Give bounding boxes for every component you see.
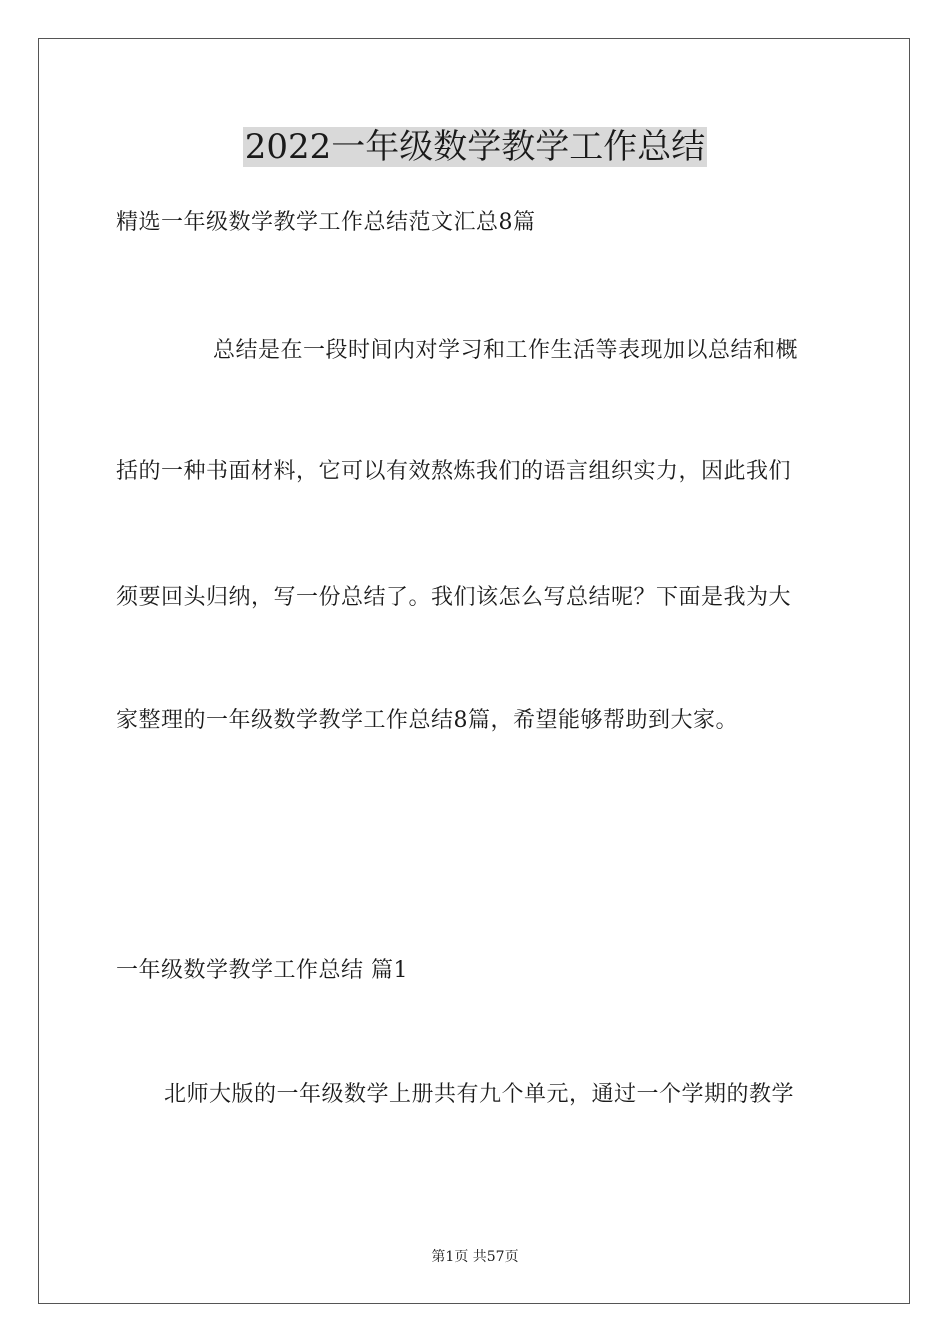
intro-line-3: 须要回头归纳，写一份总结了。我们该怎么写总结呢？下面是我为大 [116, 585, 792, 610]
section-heading: 一年级数学教学工作总结 篇1 [116, 958, 408, 983]
intro-line-4: 家整理的一年级数学教学工作总结8篇，希望能够帮助到大家。 [116, 708, 738, 733]
intro-line-1: 总结是在一段时间内对学习和工作生活等表现加以总结和概 [213, 338, 799, 363]
page-number-footer: 第1页 共57页 [431, 1249, 519, 1265]
section-paragraph-line-1: 北师大版的一年级数学上册共有九个单元，通过一个学期的教学 [164, 1082, 795, 1107]
document-title [0, 124, 950, 170]
document-title-text: 2022一年级数学教学工作总结 [244, 127, 706, 167]
intro-line-2: 括的一种书面材料，它可以有效熬炼我们的语言组织实力，因此我们 [116, 459, 792, 484]
document-subtitle: 精选一年级数学教学工作总结范文汇总8篇 [116, 210, 536, 235]
